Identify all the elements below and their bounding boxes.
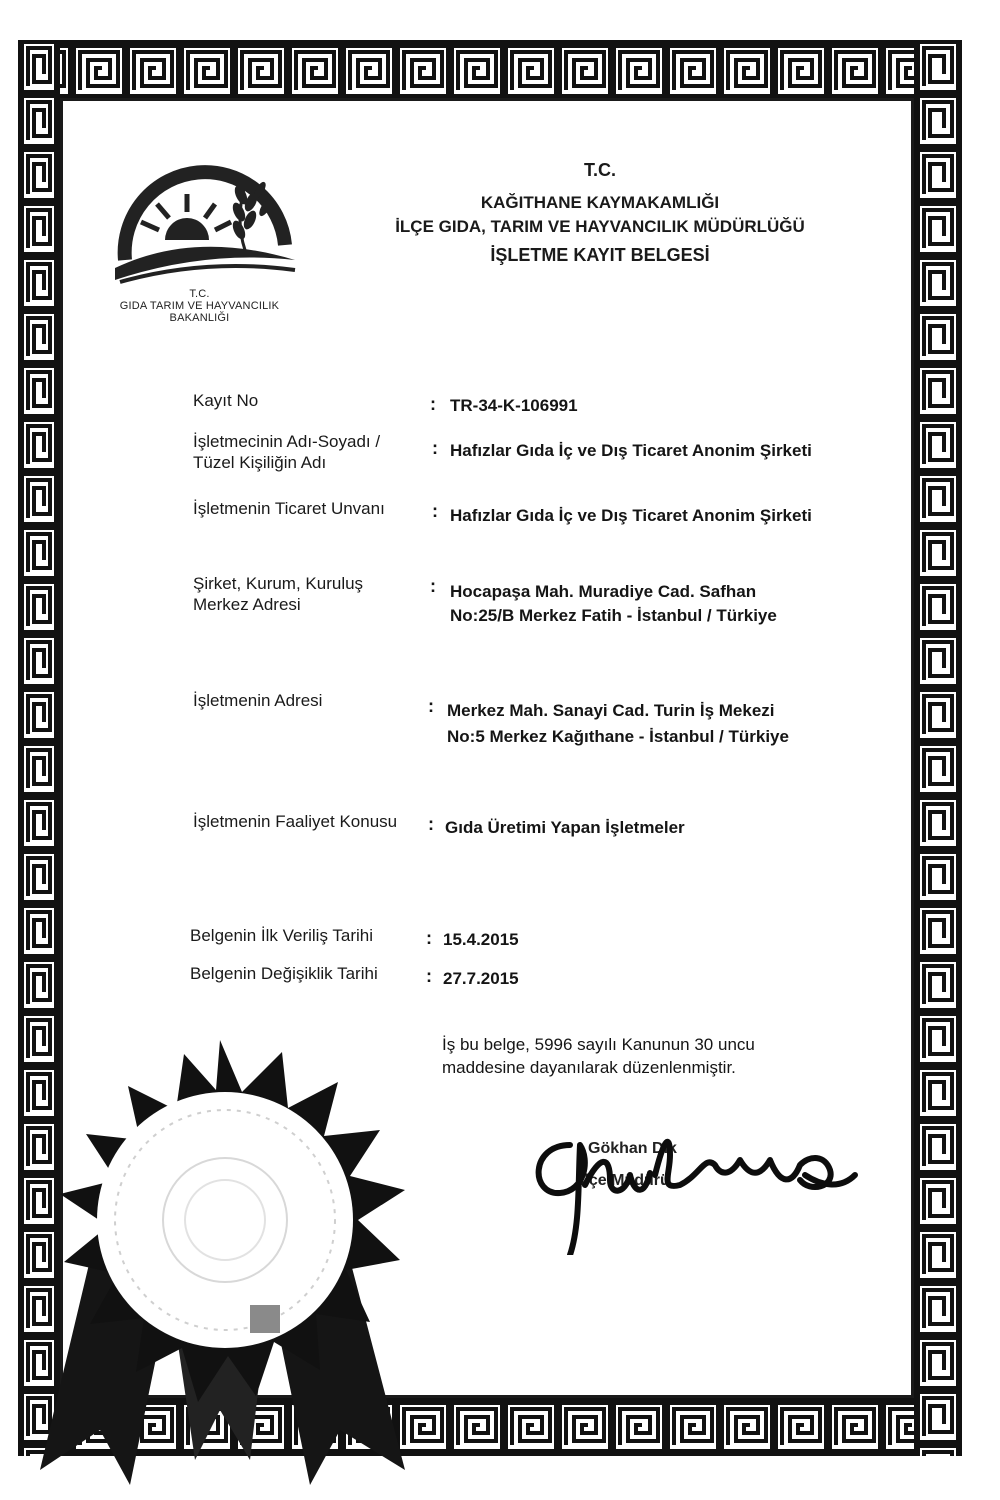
official-seal [20, 1030, 420, 1490]
colon: : [426, 966, 432, 986]
logo-tc: T.C. [189, 288, 210, 300]
value-merkez-adresi-line2: No:25/B Merkez Fatih - İstanbul / Türkiye [450, 606, 777, 625]
value-degisiklik: 27.7.2015 [443, 969, 519, 988]
value-isletme-adresi-line2: No:5 Merkez Kağıthane - İstanbul / Türkiye [447, 727, 789, 746]
value-merkez-adresi [450, 580, 870, 628]
redaction-mark [250, 1305, 280, 1333]
label-merkez-adresi [193, 573, 423, 615]
header-district: KAĞITHANE KAYMAKAMLIĞI [480, 193, 720, 212]
label-kayit-no: Kayıt No [193, 391, 259, 410]
colon: : [426, 928, 432, 948]
colon: : [432, 438, 438, 458]
label-faaliyet: İşletmenin Faaliyet Konusu [193, 812, 398, 831]
header-directorate: İLÇE GIDA, TARIM VE HAYVANCILIK MÜDÜRLÜĞÜ [395, 217, 805, 236]
sun-icon [141, 194, 231, 240]
label-ticaret-unvani: İşletmenin Ticaret Unvanı [193, 499, 385, 518]
logo-ministry-line2: BAKANLIĞI [169, 312, 230, 324]
label-ilk-verilis: Belgenin İlk Veriliş Tarihi [190, 926, 373, 945]
value-isletmeci: Hafızlar Gıda İç ve Dış Ticaret Anonim Şirketi [450, 441, 812, 460]
legal-note-line1: İş bu belge, 5996 sayılı Kanunun 30 uncu [442, 1035, 755, 1054]
value-ilk-verilis: 15.4.2015 [443, 930, 519, 949]
label-merkez-adresi-line2: Merkez Adresi [193, 595, 301, 614]
value-merkez-adresi-line1: Hocapaşa Mah. Muradiye Cad. Safhan [450, 582, 757, 601]
legal-note-line2: maddesine dayanılarak düzenlenmiştir. [442, 1058, 736, 1077]
value-ticaret-unvani: Hafızlar Gıda İç ve Dış Ticaret Anonim Şirketi [450, 506, 812, 525]
logo-caption [92, 288, 307, 324]
colon: : [428, 814, 434, 834]
legal-note [442, 1033, 802, 1079]
signatory-name: Gökhan Dik [588, 1140, 677, 1157]
label-isletmeci-line1: İşletmecinin Adı-Soyadı / [193, 432, 381, 451]
value-isletme-adresi-line1: Merkez Mah. Sanayi Cad. Turin İş Mekezi [447, 701, 775, 720]
border-right [914, 40, 962, 1456]
label-degisiklik: Belgenin Değişiklik Tarihi [190, 964, 378, 983]
handwritten-signature [530, 1115, 860, 1255]
document-header [340, 160, 860, 266]
signatory-title: İlçe Müdürü [580, 1172, 670, 1189]
value-kayit-no: TR-34-K-106991 [450, 396, 578, 415]
ministry-logo [95, 150, 305, 295]
colon: : [430, 394, 436, 414]
header-tc: T.C. [583, 160, 616, 180]
value-faaliyet: Gıda Üretimi Yapan İşletmeler [445, 818, 685, 837]
colon: : [430, 576, 436, 596]
logo-ministry-line1: GIDA TARIM VE HAYVANCILIK [119, 300, 280, 312]
border-top [18, 40, 962, 102]
value-isletme-adresi [447, 698, 867, 750]
document-title: İŞLETME KAYIT BELGESİ [490, 245, 710, 265]
label-merkez-adresi-line1: Şirket, Kurum, Kuruluş [193, 574, 364, 593]
colon: : [432, 501, 438, 521]
label-isletmeci [193, 431, 423, 473]
colon: : [428, 696, 434, 716]
label-isletme-adresi: İşletmenin Adresi [193, 691, 323, 710]
label-isletmeci-line2: Tüzel Kişiliğin Adı [193, 453, 327, 472]
